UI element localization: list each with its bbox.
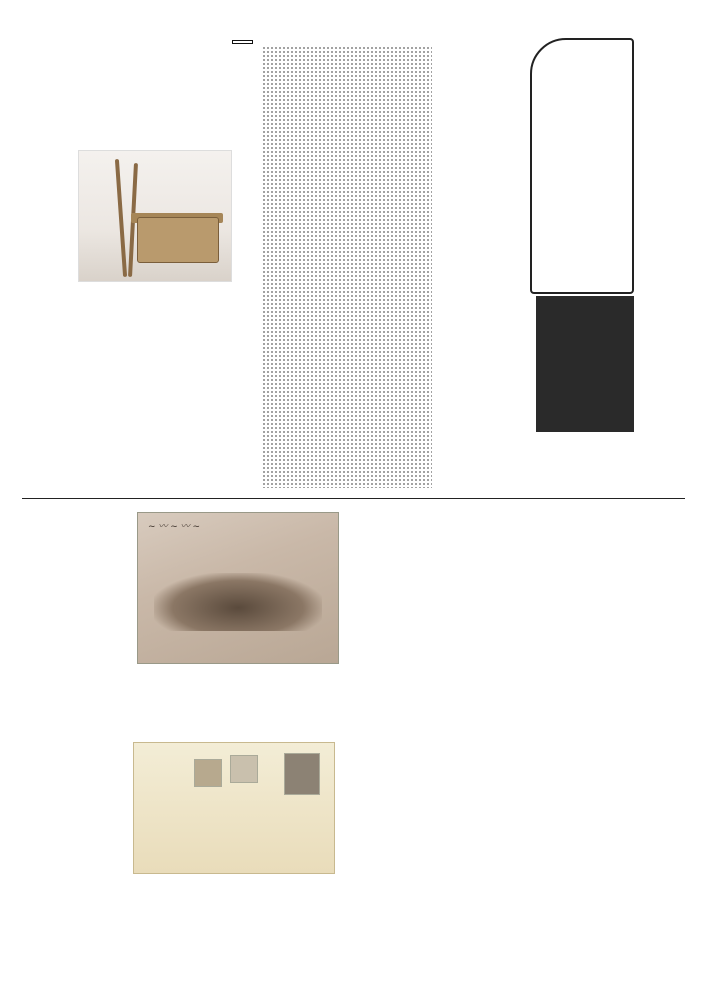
yuki-heading-text <box>232 40 253 44</box>
postcard-scene <box>154 573 322 631</box>
fire-conclusion-text <box>500 744 680 980</box>
section-divider <box>22 498 685 499</box>
postcard-handwriting: ~ 〰 ~ 〰 ~ <box>148 522 201 532</box>
basket-body <box>137 217 219 263</box>
flyer-thumb-2 <box>230 755 258 783</box>
postcard-image <box>137 512 339 664</box>
flyer-portrait <box>284 753 320 795</box>
issue-info-box <box>536 296 634 432</box>
fire-activity-text <box>40 508 130 978</box>
flyer-thumb-1 <box>194 759 222 787</box>
opening-text <box>346 744 442 980</box>
article-body <box>270 62 430 482</box>
yuki-top-text <box>140 62 230 154</box>
opening-text-continued <box>268 876 332 980</box>
fire-text <box>342 508 442 658</box>
fire-text-continued <box>232 666 332 738</box>
tsuzura-photo <box>78 150 232 282</box>
yuki-bottom-text <box>40 284 230 484</box>
exhibition-flyer <box>133 742 335 874</box>
cane-1 <box>115 159 127 277</box>
logo-frame <box>530 38 634 294</box>
yuki-heading <box>232 40 252 44</box>
exhibit-text-right <box>540 508 680 738</box>
